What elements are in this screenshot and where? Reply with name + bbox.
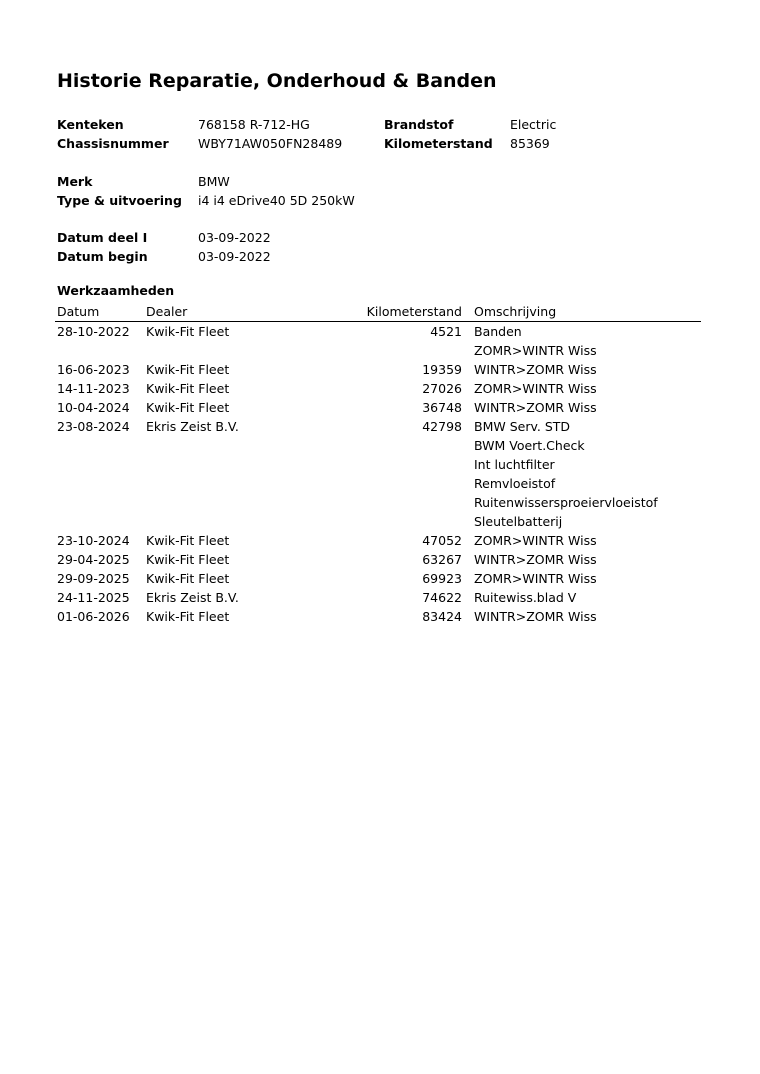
- omschrijving-line: ZOMR>WINTR Wiss: [474, 533, 597, 548]
- cell-kilometerstand: 19359: [422, 362, 462, 377]
- table-row: [0, 398, 760, 417]
- brandstof-label: Brandstof: [384, 117, 454, 132]
- info-row-datum-deel1: [0, 228, 760, 247]
- table-row: [0, 607, 760, 626]
- datum-deel1-value: 03-09-2022: [198, 230, 271, 245]
- cell-kilometerstand: 74622: [422, 590, 462, 605]
- cell-datum: 01-06-2026: [57, 609, 130, 624]
- omschrijving-line: BMW Serv. STD: [474, 419, 571, 434]
- type-label: Type & uitvoering: [57, 193, 182, 208]
- header-omschrijving: Omschrijving: [474, 304, 557, 319]
- cell-kilometerstand: 63267: [422, 552, 462, 567]
- cell-kilometerstand: 36748: [422, 400, 462, 415]
- table-row: [0, 379, 760, 398]
- kilometerstand-label: Kilometerstand: [384, 136, 493, 151]
- cell-omschrijving: [474, 531, 597, 550]
- cell-omschrijving: [474, 379, 597, 398]
- cell-datum: 23-08-2024: [57, 419, 130, 434]
- cell-omschrijving: [474, 322, 597, 360]
- cell-omschrijving: [474, 588, 576, 607]
- omschrijving-line: Ruitenwissersproeiervloeistof: [474, 495, 658, 510]
- chassis-value: WBY71AW050FN28489: [198, 136, 343, 151]
- cell-kilometerstand: 69923: [422, 571, 462, 586]
- table-row: [0, 417, 760, 531]
- omschrijving-line: Banden: [474, 324, 522, 339]
- omschrijving-line: WINTR>ZOMR Wiss: [474, 400, 597, 415]
- omschrijving-line: ZOMR>WINTR Wiss: [474, 381, 597, 396]
- header-datum: Datum: [57, 304, 100, 319]
- cell-omschrijving: [474, 550, 597, 569]
- cell-datum: 29-04-2025: [57, 552, 130, 567]
- cell-datum: 23-10-2024: [57, 533, 130, 548]
- table-row: [0, 360, 760, 379]
- type-value: i4 i4 eDrive40 5D 250kW: [198, 193, 355, 208]
- cell-dealer: Kwik-Fit Fleet: [146, 533, 230, 548]
- cell-dealer: Ekris Zeist B.V.: [146, 419, 239, 434]
- cell-datum: 28-10-2022: [57, 324, 130, 339]
- cell-dealer: Kwik-Fit Fleet: [146, 381, 230, 396]
- cell-dealer: Kwik-Fit Fleet: [146, 571, 230, 586]
- header-dealer: Dealer: [146, 304, 188, 319]
- kenteken-label: Kenteken: [57, 117, 124, 132]
- omschrijving-line: ZOMR>WINTR Wiss: [474, 571, 597, 586]
- kilometerstand-value: 85369: [510, 136, 550, 151]
- cell-omschrijving: [474, 360, 597, 379]
- chassis-label: Chassisnummer: [57, 136, 169, 151]
- cell-omschrijving: [474, 607, 597, 626]
- info-row-merk: [0, 172, 760, 191]
- cell-dealer: Kwik-Fit Fleet: [146, 609, 230, 624]
- table-row: [0, 550, 760, 569]
- cell-kilometerstand: 83424: [422, 609, 462, 624]
- table-row: [0, 531, 760, 550]
- cell-omschrijving: [474, 398, 597, 417]
- cell-omschrijving: [474, 417, 658, 531]
- info-row-kenteken: [0, 115, 760, 134]
- table-row: [0, 588, 760, 607]
- table-row: [0, 322, 760, 360]
- datum-deel1-label: Datum deel I: [57, 230, 148, 245]
- brandstof-value: Electric: [510, 117, 557, 132]
- cell-dealer: Ekris Zeist B.V.: [146, 590, 239, 605]
- omschrijving-line: Ruitewiss.blad V: [474, 590, 577, 605]
- kenteken-value: 768158 R-712-HG: [198, 117, 310, 132]
- cell-omschrijving: [474, 569, 597, 588]
- cell-datum: 10-04-2024: [57, 400, 130, 415]
- datum-begin-value: 03-09-2022: [198, 249, 271, 264]
- cell-dealer: Kwik-Fit Fleet: [146, 552, 230, 567]
- cell-datum: 24-11-2025: [57, 590, 130, 605]
- info-row-datum-begin: [0, 247, 760, 266]
- cell-kilometerstand: 42798: [422, 419, 462, 434]
- werkzaamheden-table-body: [0, 322, 760, 626]
- omschrijving-line: Sleutelbatterij: [474, 514, 563, 529]
- page-title: Historie Reparatie, Onderhoud & Banden: [57, 70, 497, 92]
- cell-dealer: Kwik-Fit Fleet: [146, 324, 230, 339]
- cell-dealer: Kwik-Fit Fleet: [146, 400, 230, 415]
- cell-datum: 29-09-2025: [57, 571, 130, 586]
- omschrijving-line: ZOMR>WINTR Wiss: [474, 343, 597, 358]
- info-row-chassis: [0, 134, 760, 153]
- omschrijving-line: Remvloeistof: [474, 476, 556, 491]
- werkzaamheden-title: Werkzaamheden: [57, 283, 175, 298]
- omschrijving-line: Int luchtfilter: [474, 457, 555, 472]
- table-header: [0, 302, 760, 321]
- cell-kilometerstand: 27026: [422, 381, 462, 396]
- merk-value: BMW: [198, 174, 230, 189]
- omschrijving-line: WINTR>ZOMR Wiss: [474, 552, 597, 567]
- merk-label: Merk: [57, 174, 93, 189]
- cell-kilometerstand: 47052: [422, 533, 462, 548]
- cell-datum: 14-11-2023: [57, 381, 130, 396]
- header-kilometerstand: Kilometerstand: [366, 304, 462, 319]
- omschrijving-line: BWM Voert.Check: [474, 438, 585, 453]
- omschrijving-line: WINTR>ZOMR Wiss: [474, 362, 597, 377]
- table-row: [0, 569, 760, 588]
- datum-begin-label: Datum begin: [57, 249, 148, 264]
- omschrijving-line: WINTR>ZOMR Wiss: [474, 609, 597, 624]
- cell-kilometerstand: 4521: [430, 324, 462, 339]
- info-row-type: [0, 191, 760, 210]
- cell-dealer: Kwik-Fit Fleet: [146, 362, 230, 377]
- cell-datum: 16-06-2023: [57, 362, 130, 377]
